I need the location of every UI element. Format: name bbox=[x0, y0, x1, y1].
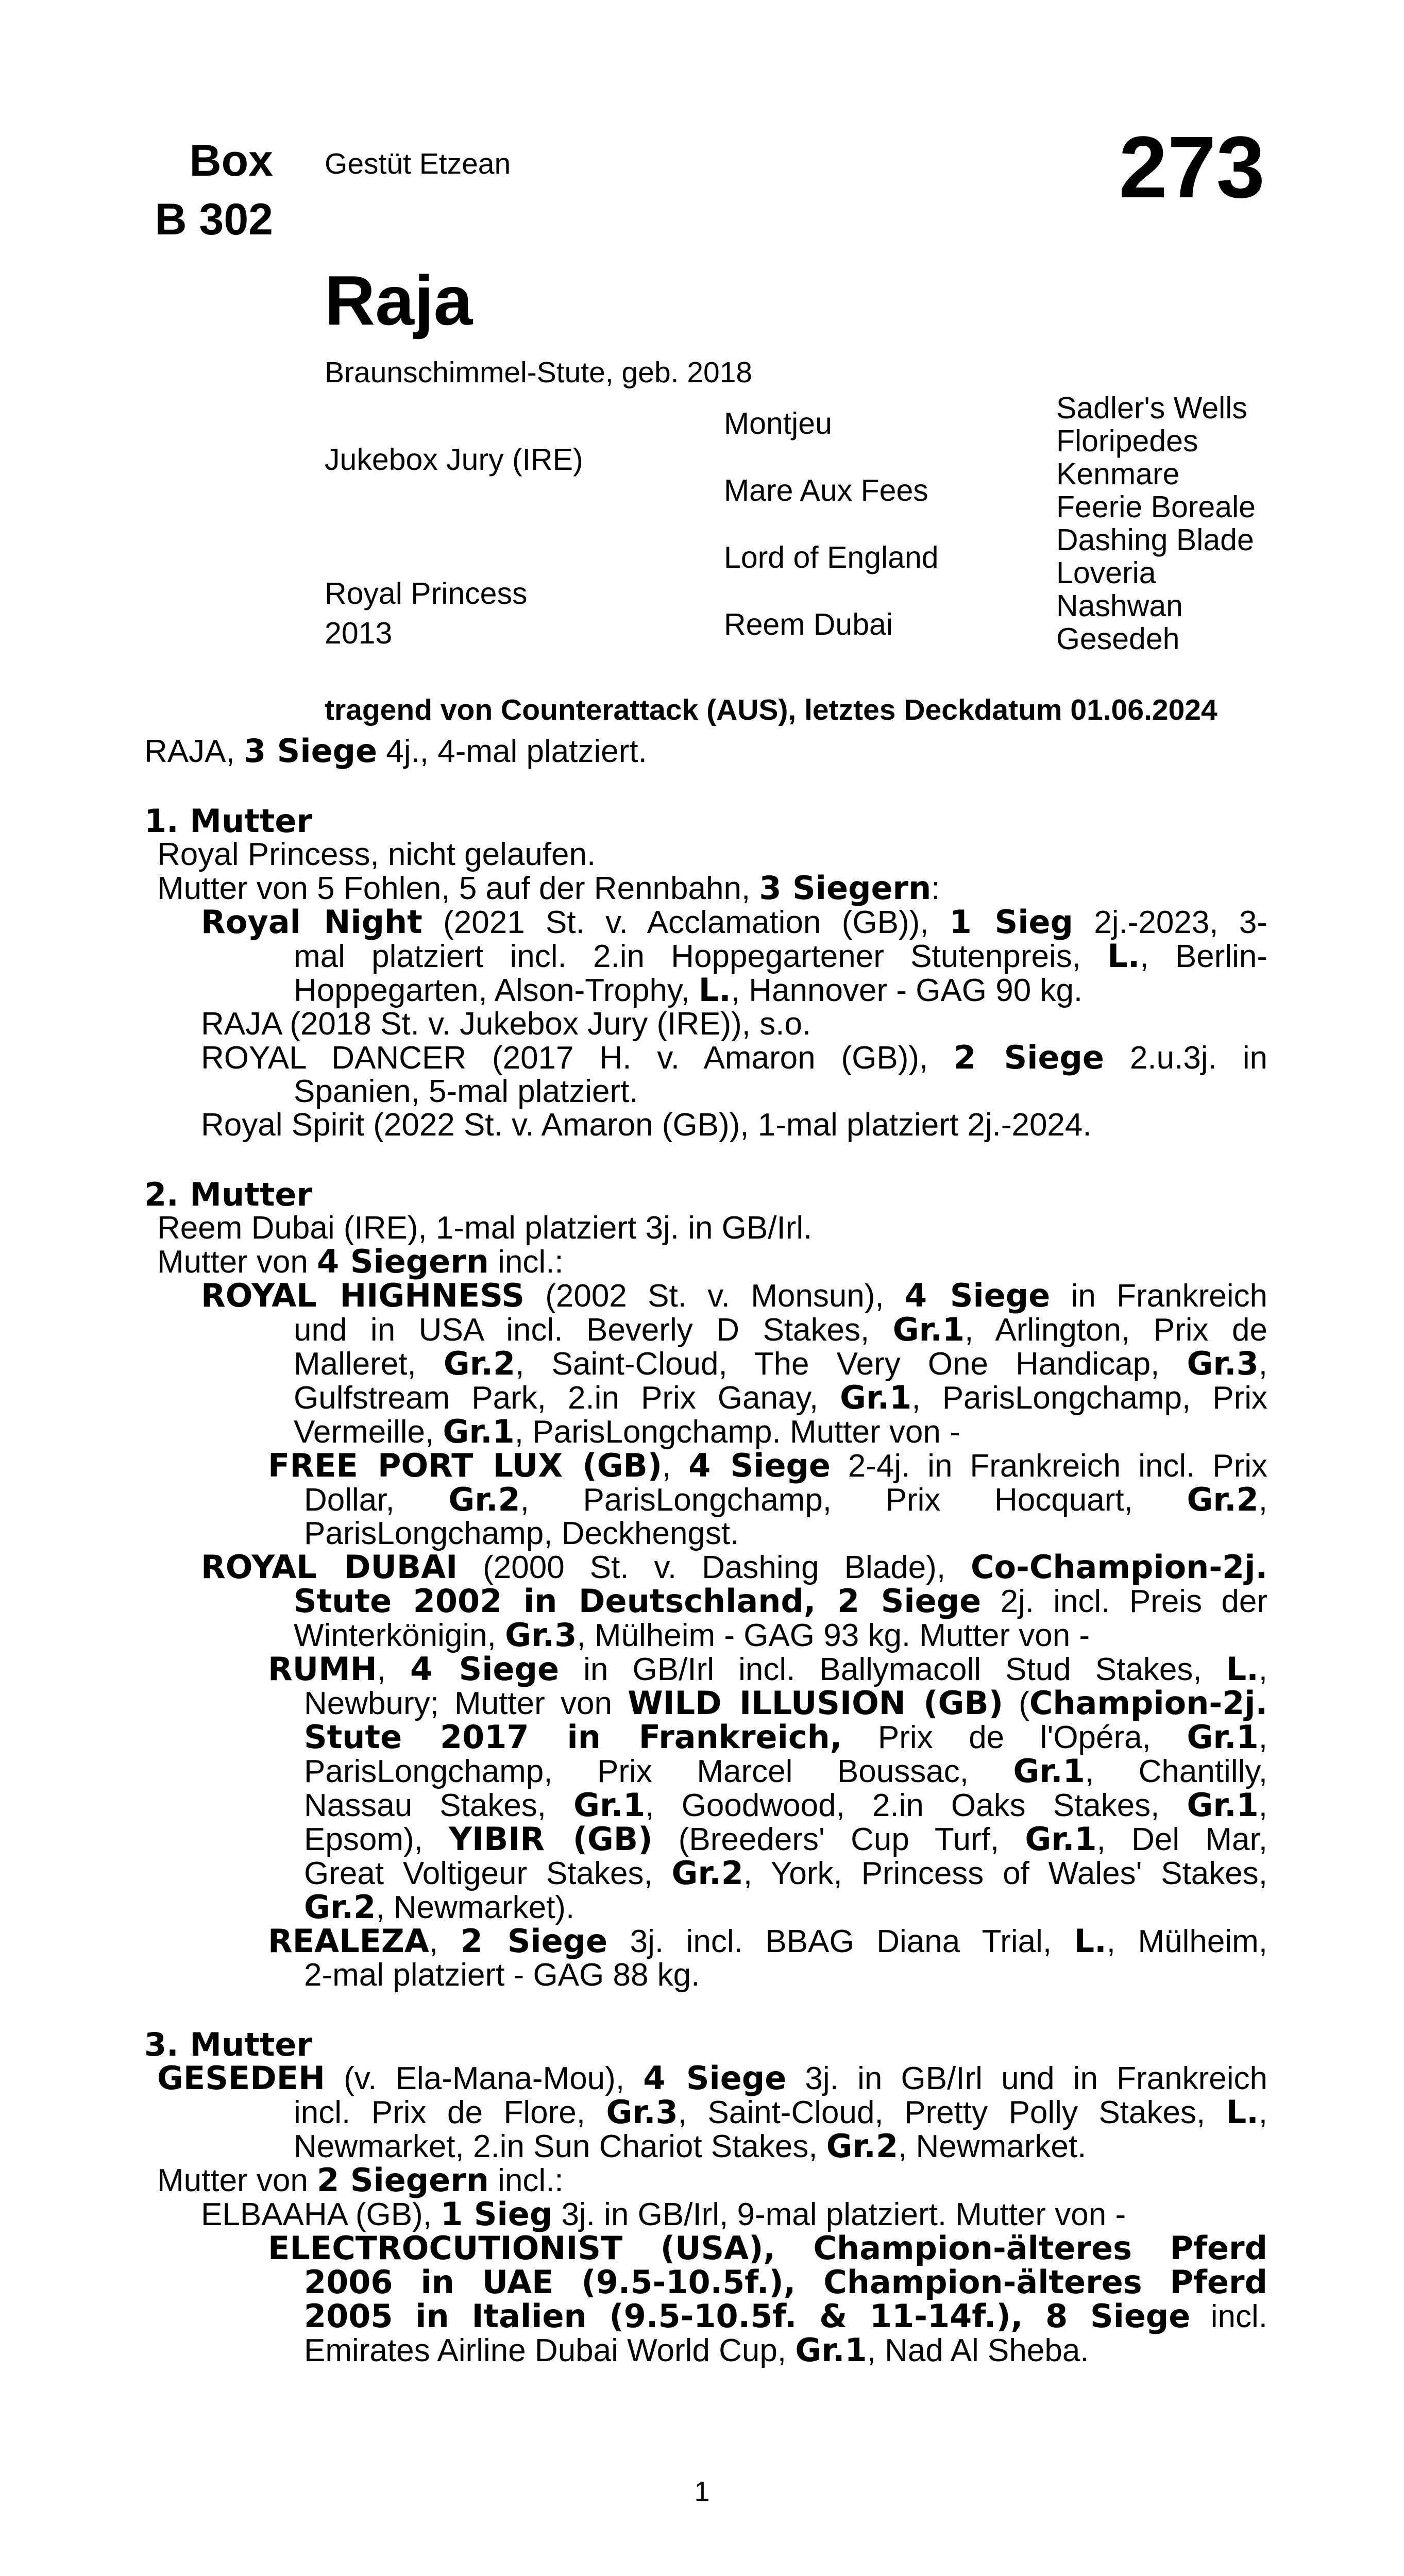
grand-offspring-entry bbox=[144, 1652, 1267, 1686]
summary-text: RAJA, bbox=[144, 734, 244, 769]
text: (Breeders' Cup Turf, bbox=[652, 1822, 1025, 1857]
bold-text: Gr.1 bbox=[1187, 1718, 1259, 1756]
box-label bbox=[129, 131, 273, 249]
bold-text: Gr.1 bbox=[443, 1413, 515, 1450]
text: , ParisLongchamp, Prix Hocquart, bbox=[520, 1482, 1187, 1518]
pedigree-gen3: Sadler's Wells bbox=[1056, 391, 1247, 425]
horse-name: GESEDEH bbox=[157, 2059, 325, 2097]
pedigree-gen3: Dashing Blade bbox=[1056, 523, 1254, 557]
page-number: 1 bbox=[694, 2476, 710, 2507]
grand-offspring-entry-cont bbox=[144, 1890, 1267, 1924]
text: , Goodwood, 2.in Oaks Stakes, bbox=[645, 1788, 1187, 1823]
dam-line-cont bbox=[144, 2129, 1267, 2163]
offspring-entry-cont bbox=[144, 1584, 1267, 1618]
text: Dollar, bbox=[304, 1482, 449, 1518]
bold-text: 4 Siege bbox=[688, 1447, 831, 1484]
dam-line-cont bbox=[144, 2095, 1267, 2129]
text: Epsom), bbox=[304, 1822, 449, 1857]
bold-text: 4 Siege bbox=[905, 1277, 1051, 1314]
grand-offspring-entry-cont bbox=[144, 1822, 1267, 1856]
pedigree-sire-sire: Montjeu bbox=[724, 406, 832, 440]
grand-offspring-entry-cont bbox=[144, 2333, 1267, 2367]
text: (2021 St. v. Acclamation (GB)), bbox=[422, 905, 950, 940]
horse-name: ELECTROCUTIONIST (USA), Champion-älteres Pferd bbox=[268, 2229, 1267, 2267]
pedigree-gen3: Nashwan bbox=[1056, 589, 1183, 623]
text: Mutter von 5 Fohlen, 5 auf der Rennbahn, bbox=[157, 871, 759, 906]
text: , Mülheim, bbox=[1106, 1924, 1267, 1959]
text: incl.: bbox=[488, 2163, 564, 2198]
text: 2j.-2023, 3- bbox=[1073, 905, 1267, 940]
dam-produce-line bbox=[144, 2163, 1267, 2197]
bold-text: Gr.1 bbox=[840, 1379, 912, 1416]
text: incl. Prix de Flore, bbox=[294, 2095, 606, 2130]
text: Newbury; Mutter von bbox=[304, 1686, 628, 1721]
bold-text: 4 Siegern bbox=[317, 1243, 489, 1280]
horse-name: RUMH bbox=[268, 1650, 377, 1688]
text: ( bbox=[1003, 1686, 1029, 1721]
breeder: Gestüt Etzean bbox=[325, 147, 511, 180]
bold-text: Gr.1 bbox=[1187, 1786, 1259, 1824]
pedigree-dam-year: 2013 bbox=[325, 616, 393, 650]
dam-produce-line bbox=[144, 871, 1267, 905]
offspring-entry-cont bbox=[144, 1313, 1267, 1347]
text: , bbox=[1258, 2095, 1267, 2130]
text: , Saint-Cloud, The Very One Handicap, bbox=[515, 1346, 1187, 1382]
grand-offspring-entry-cont bbox=[144, 1788, 1267, 1822]
text: , bbox=[1258, 1346, 1267, 1382]
dam-line: Reem Dubai (IRE), 1-mal platziert 3j. in GB/Irl. bbox=[157, 1210, 813, 1246]
text: , bbox=[1258, 1720, 1267, 1755]
pedigree-dam-dam: Reem Dubai bbox=[724, 607, 893, 641]
section-heading: 2. Mutter bbox=[144, 1176, 313, 1213]
text: , Arlington, Prix de bbox=[965, 1312, 1267, 1348]
summary-text: 4j., 4-mal platziert. bbox=[377, 734, 647, 769]
bold-text: Gr.3 bbox=[606, 2093, 678, 2131]
grand-offspring-entry-cont: ParisLongchamp, Deckhengst. bbox=[304, 1516, 739, 1551]
offspring-entry: RAJA (2018 St. v. Jukebox Jury (IRE)), s.o. bbox=[201, 1006, 811, 1042]
bold-text: Gr.3 bbox=[1187, 1345, 1259, 1382]
text: ELBAAHA (GB), bbox=[201, 2197, 441, 2232]
bold-text: 2 Siege bbox=[460, 1922, 608, 1960]
box-number: B 302 bbox=[155, 195, 273, 244]
bold-text: Gr.1 bbox=[573, 1786, 646, 1824]
offspring-entry-cont bbox=[144, 1381, 1267, 1415]
horse-name: YIBIR (GB) bbox=[449, 1820, 653, 1858]
bold-text: 2 Siegern bbox=[317, 2161, 489, 2199]
text: mal platziert incl. 2.in Hoppegartener Stutenpreis, bbox=[294, 939, 1108, 974]
horse-description: Braunschimmel-Stute, geb. 2018 bbox=[325, 356, 753, 389]
horse-name: ROYAL DUBAI bbox=[201, 1548, 458, 1586]
dam-line bbox=[144, 2061, 1267, 2095]
text: , bbox=[1258, 1652, 1267, 1687]
bold-text: Stute 2017 in Frankreich, bbox=[304, 1718, 842, 1756]
text: , Newmarket). bbox=[376, 1890, 575, 1925]
text: , ParisLongchamp. Mutter von - bbox=[514, 1414, 960, 1450]
text: , Mülheim - GAG 93 kg. Mutter von - bbox=[577, 1618, 1090, 1653]
bold-text: L. bbox=[1107, 937, 1140, 975]
text: , bbox=[662, 1448, 689, 1484]
grand-offspring-entry-cont bbox=[144, 2299, 1267, 2333]
text: Newmarket, 2.in Sun Chariot Stakes, bbox=[294, 2129, 826, 2164]
bold-text: L. bbox=[698, 971, 731, 1009]
text: (v. Ela-Mana-Mou), bbox=[325, 2061, 644, 2096]
summary-line bbox=[144, 734, 1267, 768]
bold-text: L. bbox=[1074, 1922, 1107, 1960]
horse-name: WILD ILLUSION (GB) bbox=[628, 1684, 1004, 1722]
text: incl.: bbox=[488, 1244, 564, 1280]
pedigree-gen3: Floripedes bbox=[1056, 424, 1198, 458]
text: Mutter von bbox=[157, 2163, 317, 2198]
grand-offspring-entry-cont: 2-mal platziert - GAG 88 kg. bbox=[304, 1957, 700, 1993]
offspring-entry bbox=[144, 1550, 1267, 1584]
text: ROYAL DANCER (2017 H. v. Amaron (GB)), bbox=[201, 1040, 954, 1076]
text: Vermeille, bbox=[294, 1414, 443, 1450]
text: , Newmarket. bbox=[898, 2129, 1087, 2164]
bold-text: 2005 in Italien (9.5-10.5f. & 11-14f.), 8 Siege bbox=[304, 2297, 1191, 2335]
text: in GB/Irl incl. Ballymacoll Stud Stakes, bbox=[559, 1652, 1226, 1687]
text: , bbox=[377, 1652, 411, 1687]
text: 2j. incl. Preis der bbox=[981, 1584, 1267, 1619]
horse-name: FREE PORT LUX (GB) bbox=[268, 1447, 663, 1484]
pedigree-gen3: Feerie Boreale bbox=[1056, 490, 1256, 524]
offspring-entry bbox=[144, 905, 1267, 939]
bold-text: 4 Siege bbox=[410, 1650, 560, 1688]
bold-text: Gr.2 bbox=[671, 1854, 743, 1892]
horse-name: REALEZA bbox=[268, 1922, 429, 1960]
bold-text: Stute 2002 in Deutschland, 2 Siege bbox=[294, 1582, 982, 1620]
text: ParisLongchamp, Prix Marcel Boussac, bbox=[304, 1754, 1013, 1789]
bold-text: Gr.2 bbox=[826, 2127, 899, 2165]
offspring-entry bbox=[144, 2197, 1267, 2231]
text: Winterkönigin, bbox=[294, 1618, 505, 1653]
horse-name: ROYAL HIGHNESS bbox=[201, 1277, 525, 1314]
box-word: Box bbox=[189, 136, 273, 185]
offspring-entry bbox=[144, 1279, 1267, 1313]
grand-offspring-entry-cont bbox=[144, 1754, 1267, 1788]
text: 2-4j. in Frankreich incl. Prix bbox=[830, 1448, 1267, 1484]
text: 3j. incl. BBAG Diana Trial, bbox=[607, 1924, 1074, 1959]
text: , Del Mar, bbox=[1096, 1822, 1267, 1857]
bold-text: L. bbox=[1226, 2093, 1259, 2131]
offspring-entry-cont: Spanien, 5-mal platziert. bbox=[294, 1074, 638, 1109]
grand-offspring-entry-cont bbox=[144, 1686, 1267, 1720]
bold-text: 3 Siegern bbox=[759, 869, 932, 907]
text: (2000 St. v. Dashing Blade), bbox=[458, 1550, 971, 1585]
pedigree-sire: Jukebox Jury (IRE) bbox=[325, 443, 583, 477]
bold-text: Co-Champion-2j. bbox=[971, 1548, 1267, 1586]
pedigree-dam-sire: Lord of England bbox=[724, 540, 939, 574]
offspring-entry: Royal Spirit (2022 St. v. Amaron (GB)), 1-mal platziert 2j.-2024. bbox=[201, 1107, 1092, 1143]
section-heading: 1. Mutter bbox=[144, 802, 313, 840]
bold-text: Gr.2 bbox=[443, 1345, 516, 1382]
text: Mutter von bbox=[157, 1244, 317, 1280]
grand-offspring-entry-cont bbox=[144, 1483, 1267, 1517]
text: Nassau Stakes, bbox=[304, 1788, 574, 1823]
offspring-entry-cont bbox=[144, 1618, 1267, 1652]
bold-text: Gr.1 bbox=[1013, 1752, 1085, 1790]
grand-offspring-entry-cont bbox=[144, 1720, 1267, 1754]
text: incl. bbox=[1190, 2299, 1268, 2334]
text: : bbox=[931, 871, 940, 906]
pedigree-gen3: Gesedeh bbox=[1056, 622, 1180, 656]
offspring-entry-cont bbox=[144, 1415, 1267, 1449]
bold-text: Gr.1 bbox=[892, 1311, 965, 1348]
bold-text: L. bbox=[1226, 1650, 1259, 1688]
text: , Chantilly, bbox=[1085, 1754, 1268, 1789]
offspring-entry-cont bbox=[144, 1347, 1267, 1381]
dam-produce-line bbox=[144, 1245, 1267, 1279]
bold-text: Gr.1 bbox=[1025, 1820, 1097, 1858]
grand-offspring-entry bbox=[144, 1449, 1267, 1483]
text: , bbox=[1258, 1482, 1267, 1518]
section-heading: 3. Mutter bbox=[144, 2026, 313, 2063]
grand-offspring-entry-cont bbox=[144, 2265, 1267, 2299]
grand-offspring-entry bbox=[144, 2231, 1267, 2265]
bold-text: 2 Siege bbox=[954, 1039, 1104, 1076]
text: in Frankreich bbox=[1050, 1278, 1267, 1314]
bold-text: 1 Sieg bbox=[949, 903, 1073, 941]
text: , Berlin- bbox=[1140, 939, 1267, 974]
pedigree-body bbox=[144, 734, 1267, 2367]
bold-text: Gr.2 bbox=[448, 1481, 520, 1518]
pedigree-dam: Royal Princess bbox=[325, 577, 528, 611]
text: Great Voltigeur Stakes, bbox=[304, 1856, 672, 1891]
text: , York, Princess of Wales' Stakes, bbox=[743, 1856, 1267, 1891]
text: (2002 St. v. Monsun), bbox=[524, 1278, 905, 1314]
grand-offspring-entry-cont bbox=[144, 1856, 1267, 1890]
dam-line: Royal Princess, nicht gelaufen. bbox=[157, 837, 596, 872]
text: , ParisLongchamp, Prix bbox=[911, 1380, 1268, 1416]
offspring-entry-cont bbox=[144, 939, 1267, 973]
offspring-entry bbox=[144, 1041, 1267, 1075]
text: Prix de l'Opéra, bbox=[842, 1720, 1187, 1755]
text: Hoppegarten, Alson-Trophy, bbox=[294, 973, 699, 1008]
summary-wins: 3 Siege bbox=[243, 732, 378, 770]
pedigree-gen3: Kenmare bbox=[1056, 457, 1180, 491]
text: , bbox=[429, 1924, 461, 1959]
bold-text: Gr.2 bbox=[1187, 1481, 1259, 1518]
bold-text: Gr.1 bbox=[795, 2331, 867, 2369]
text: Emirates Airline Dubai World Cup, bbox=[304, 2333, 796, 2368]
bold-text: Gr.2 bbox=[304, 1888, 376, 1926]
text: und in USA incl. Beverly D Stakes, bbox=[294, 1312, 893, 1348]
horse-name: Raja bbox=[325, 261, 473, 340]
bold-text: 2006 in UAE (9.5-10.5f.), Champion-älteres Pferd bbox=[304, 2263, 1267, 2301]
text: 3j. in GB/Irl, 9-mal platziert. Mutter von - bbox=[552, 2197, 1126, 2232]
pedigree-sire-dam: Mare Aux Fees bbox=[724, 473, 928, 507]
text: , Nad Al Sheba. bbox=[867, 2333, 1089, 2368]
text: 2.u.3j. in bbox=[1104, 1040, 1267, 1076]
text: Gulfstream Park, 2.in Prix Ganay, bbox=[294, 1380, 840, 1416]
lot-number: 273 bbox=[1119, 118, 1265, 216]
horse-name: Royal Night bbox=[201, 903, 422, 941]
offspring-entry-cont bbox=[144, 973, 1267, 1007]
bold-text: 1 Sieg bbox=[441, 2195, 553, 2233]
text: , Saint-Cloud, Pretty Polly Stakes, bbox=[678, 2095, 1226, 2130]
pedigree-gen3: Loveria bbox=[1056, 556, 1156, 590]
bold-text: Champion-2j. bbox=[1029, 1684, 1268, 1722]
bold-text: Gr.3 bbox=[505, 1616, 577, 1654]
text: , bbox=[1258, 1788, 1268, 1823]
text: 3j. in GB/Irl und in Frankreich bbox=[786, 2061, 1267, 2096]
bold-text: 4 Siege bbox=[643, 2059, 787, 2097]
pregnancy-note: tragend von Counterattack (AUS), letztes Deckdatum 01.06.2024 bbox=[325, 693, 1217, 726]
grand-offspring-entry bbox=[144, 1924, 1267, 1958]
text: Malleret, bbox=[294, 1346, 444, 1382]
text: , Hannover - GAG 90 kg. bbox=[731, 973, 1083, 1008]
